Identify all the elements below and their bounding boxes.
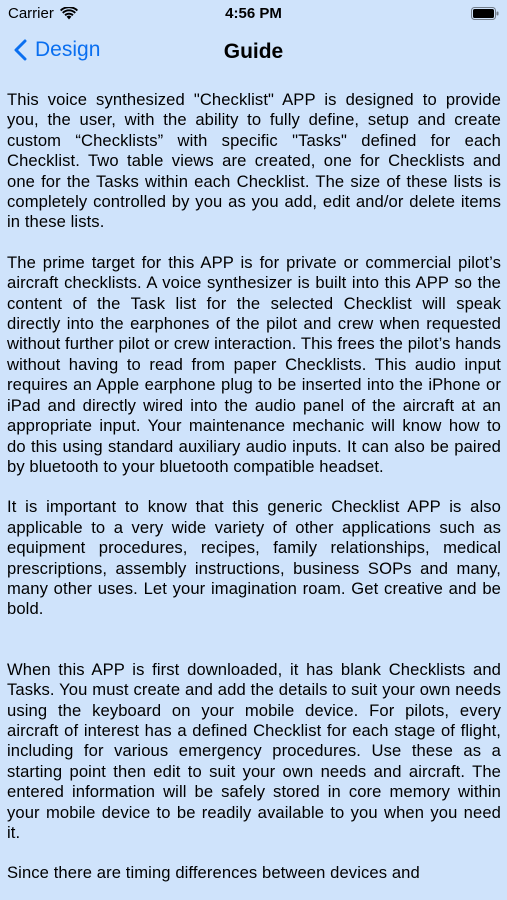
guide-paragraph: The prime target for this APP is for private or commercial pilot’s aircraft checklists. A voice synthesizer is built into this APP so the content of the Task list for the selected Checklist will speak directly into the earphones of the pilot and crew when requested without further pilot or crew interaction. This frees the pilot’s hands without having to read from paper Checklists. This audio input requires an Apple earphone plug to be inserted into the iPhone or iPad and directly wired into the audio panel of the aircraft at an appropriate input. Your maintenance mechanic will know how to do this using standard auxiliary audio inputs. It can also be paired by bluetooth to your bluetooth compatible headset.: [7, 252, 501, 476]
page-title: Guide: [223, 40, 284, 63]
status-time: 4:56 PM: [225, 5, 282, 22]
guide-text-view[interactable]: [7, 90, 501, 884]
guide-paragraph: Since there are timing differences between devices and: [7, 863, 420, 883]
carrier-label: Carrier: [8, 5, 54, 22]
status-bar: [0, 0, 507, 28]
battery-icon: [471, 7, 499, 20]
guide-paragraph: When this APP is first downloaded, it has blank Checklists and Tasks. You must create and add the details to suit your own needs using the keyboard on your mobile device. For pilots, every aircraft of interest has a defined Checklist for each stage of flight, including for various emergency procedures. Use these as a starting point then edit to suit your own needs and aircraft. The entered information will be safely stored in core memory within your mobile device to be readily available to you when you need it.: [7, 659, 501, 842]
guide-paragraph: This voice synthesized "Checklist" APP is designed to provide you, the user, with the ability to fully define, setup and create custom “Checklists” with specific "Tasks" defined for each Checklist. Two table views are created, one for Checklists and one for the Tasks within each Checklist. The size of these lists is completely controlled by you as you add, edit and/or delete items in these lists.: [7, 90, 501, 232]
back-button-label: Design: [35, 38, 101, 61]
guide-paragraph: It is important to know that this generic Checklist APP is also applicable to a very wide variety of other applications such as equipment procedures, recipes, family relationships, medical prescriptions, assembly instructions, business SOPs and many, many other uses. Let your imagination roam. Get creative and be bold.: [7, 497, 501, 619]
navigation-bar: [0, 28, 507, 78]
